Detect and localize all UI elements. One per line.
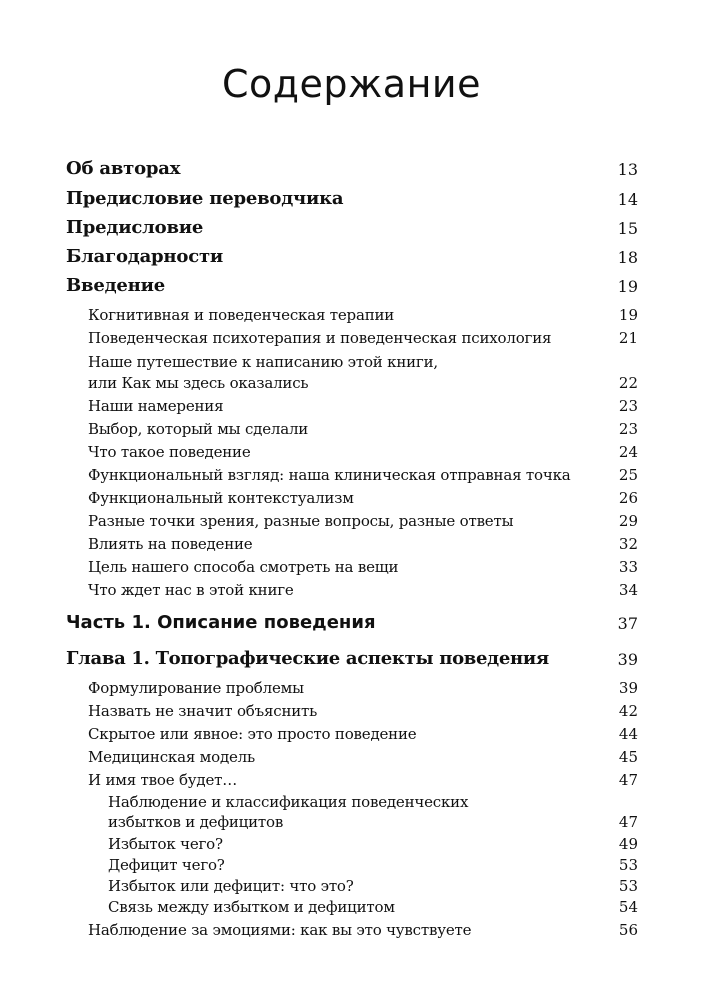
toc-entry-page: 23 (618, 397, 638, 415)
toc-entry (66, 213, 638, 237)
toc-entry-page: 47 (618, 813, 638, 831)
toc-entry (66, 459, 638, 483)
toc-entry-page: 42 (618, 702, 638, 720)
toc-entry-title: Предисловие (66, 217, 204, 238)
toc-entry-page: 14 (617, 190, 638, 209)
toc-entry-title: Наше путешествие к написанию этой книги, (88, 353, 438, 371)
toc-entry-title: Часть 1. Описание поведения (66, 612, 376, 633)
toc-entry-title: Предисловие переводчика (66, 188, 344, 209)
toc-entry (66, 390, 638, 414)
toc-entry-title: Цель нашего способа смотреть на вещи (88, 558, 399, 576)
toc-entry (66, 271, 638, 295)
toc-entry-page: 15 (617, 219, 638, 238)
toc-entry-page: 54 (618, 898, 638, 916)
toc-entry-page: 21 (618, 329, 638, 347)
toc-entry-title: Что такое поведение (88, 443, 251, 461)
toc-entry (66, 718, 638, 742)
toc-entry-title: Функциональный контекстуализм (88, 489, 354, 507)
toc-entry (66, 242, 638, 266)
toc-entry (66, 528, 638, 552)
toc-entry (66, 741, 638, 765)
toc-entry-page: 19 (617, 277, 638, 296)
toc-entry-page: 29 (618, 512, 638, 530)
toc-entry-page: 22 (618, 374, 638, 392)
toc-entry (66, 436, 638, 460)
toc-entry-page: 53 (618, 877, 638, 895)
toc-entry-page: 39 (618, 679, 638, 697)
toc-entry (66, 891, 638, 915)
toc-entry-title: Медицинская модель (88, 748, 255, 766)
toc-entry-page: 26 (618, 489, 638, 507)
toc-entry-title: Влиять на поведение (88, 535, 253, 553)
toc-entry (66, 644, 638, 668)
toc-entry-page: 25 (618, 466, 638, 484)
toc-entry-page: 47 (618, 771, 638, 789)
toc-entry-title: Поведенческая психотерапия и поведенческая психология (88, 329, 552, 347)
toc-entry-page: 13 (617, 160, 638, 179)
toc-entry-title: Наши намерения (88, 397, 224, 415)
toc-entry-title: или Как мы здесь оказались (88, 374, 309, 392)
toc-entry-title: Глава 1. Топографические аспекты поведения (66, 648, 549, 669)
toc-entry (66, 367, 638, 391)
toc-entry-title: Функциональный взгляд: наша клиническая отправная точка (88, 466, 571, 484)
toc-entry-page: 33 (618, 558, 638, 576)
toc-entry-title: Введение (66, 275, 165, 296)
toc-entry (66, 322, 638, 346)
toc-entry-title: Благодарности (66, 246, 224, 267)
toc-entry-page: 49 (618, 835, 638, 853)
toc-entry-page: 19 (618, 306, 638, 324)
toc-entry-title: Наблюдение за эмоциями: как вы это чувствуете (88, 921, 472, 939)
toc-entry-page: 39 (617, 650, 638, 669)
toc-entry-title: Разные точки зрения, разные вопросы, разные ответы (88, 512, 514, 530)
toc-entry (66, 672, 638, 696)
toc-entry-title: избытков и дефицитов (108, 813, 284, 831)
toc-entry-page: 23 (618, 420, 638, 438)
toc-entry (66, 299, 638, 323)
toc-entry (66, 551, 638, 575)
toc-entry-page: 32 (618, 535, 638, 553)
toc-entry-title: Об авторах (66, 158, 181, 179)
toc-entry-page: 18 (617, 248, 638, 267)
toc-entry-page: 34 (618, 581, 638, 599)
page-title: Содержание (222, 62, 481, 106)
toc-entry (66, 806, 638, 830)
toc-entry (66, 574, 638, 598)
toc-entry-page: 56 (618, 921, 638, 939)
toc-entry (66, 413, 638, 437)
toc-entry-title: Наблюдение и классификация поведенческих (108, 793, 469, 811)
toc-entry (66, 184, 638, 208)
toc-entry-title: Когнитивная и поведенческая терапии (88, 306, 395, 324)
toc-entry (66, 608, 638, 632)
toc-entry-title: И имя твое будет… (88, 771, 238, 789)
toc-entry (66, 154, 638, 178)
toc-entry-title: Связь между избытком и дефицитом (108, 898, 395, 916)
toc-entry-page: 44 (618, 725, 638, 743)
toc-entry-title: Назвать не значит объяснить (88, 702, 318, 720)
toc-entry (66, 695, 638, 719)
toc-entry-title: Избыток чего? (108, 835, 223, 853)
toc-entry-page: 24 (618, 443, 638, 461)
toc-entry (66, 764, 638, 788)
toc-entry (66, 505, 638, 529)
toc-entry-title: Скрытое или явное: это просто поведение (88, 725, 417, 743)
toc-entry-title: Формулирование проблемы (88, 679, 304, 697)
toc-entry-title: Что ждет нас в этой книге (88, 581, 294, 599)
toc-entry (66, 482, 638, 506)
toc-entry-title: Дефицит чего? (108, 856, 225, 874)
toc-entry-title: Выбор, который мы сделали (88, 420, 309, 438)
toc-entry-page: 37 (617, 614, 638, 633)
toc-entry-title: Избыток или дефицит: что это? (108, 877, 354, 895)
toc-entry-page: 53 (618, 856, 638, 874)
toc-entry-page: 45 (618, 748, 638, 766)
toc-entry (66, 914, 638, 938)
